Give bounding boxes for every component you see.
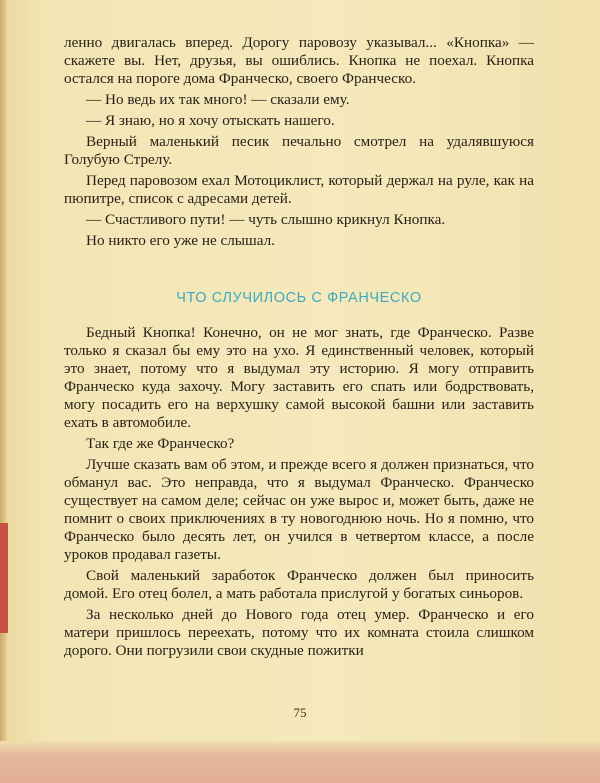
paragraph: — Счастливого пути! — чуть слышно крикнул Кнопка. <box>86 211 446 228</box>
paragraph: ленно двигалась вперед. Дорогу паровозу указывал... «Кнопка» — скажете вы. Нет, друзья, вы ошиблись. Кнопка не поехал. Кнопка остался на пороге дома Франческо, своего Франческо. <box>64 34 534 87</box>
paragraph: Перед паровозом ехал Мотоциклист, который держал на руле, как на пюпитре, список с адресами детей. <box>64 172 534 207</box>
paragraph: Так где же Франческо? <box>86 435 235 452</box>
paper-fold <box>0 741 600 753</box>
red-bookmark-edge <box>0 523 8 633</box>
paragraph: Лучше сказать вам об этом, и прежде всего я должен признаться, что обманул вас. Это неправда, что я выдумал Франческо. Франческо существует на самом деле; сейчас он уже вырос и, может быть, даже не помнит о своих приключениях в ту новогоднюю ночь. Но я помню, что Франческо было десять лет, он учился в четвертом классе, а после уроков продавал газеты. <box>64 456 534 563</box>
page-text <box>64 34 534 663</box>
paragraph: За несколько дней до Нового года отец умер. Франческо и его матери пришлось переехать, потому что их комната стоила слишком дорого. Они погрузили свои скудные пожитки <box>64 606 534 659</box>
page-number: 75 <box>293 705 307 720</box>
page-bottom-edge <box>0 741 600 783</box>
page-spine-shadow <box>0 0 7 783</box>
paragraph: Свой маленький заработок Франческо должен был приносить домой. Его отец болел, а мать работала прислугой у богатых синьоров. <box>64 567 534 602</box>
paragraph: Верный маленький песик печально смотрел на удалявшуюся Голубую Стрелу. <box>64 133 534 168</box>
paragraph: Бедный Кнопка! Конечно, он не мог знать, где Франческо. Разве только я сказал бы ему это на ухо. Я единственный человек, который это знает, потому что я выдумал эту историю. Я могу отправить Франческо куда захочу. Могу заставить его спать или бодрствовать, могу посадить его на верхушку самой высокой башни или заставить ехать в автомобиле. <box>64 324 534 431</box>
paragraph: — Я знаю, но я хочу отыскать нашего. <box>86 112 335 129</box>
paragraph: — Но ведь их так много! — сказали ему. <box>86 91 350 108</box>
chapter-heading: ЧТО СЛУЧИЛОСЬ С ФРАНЧЕСКО <box>176 290 422 306</box>
paragraph: Но никто его уже не слышал. <box>86 232 275 249</box>
